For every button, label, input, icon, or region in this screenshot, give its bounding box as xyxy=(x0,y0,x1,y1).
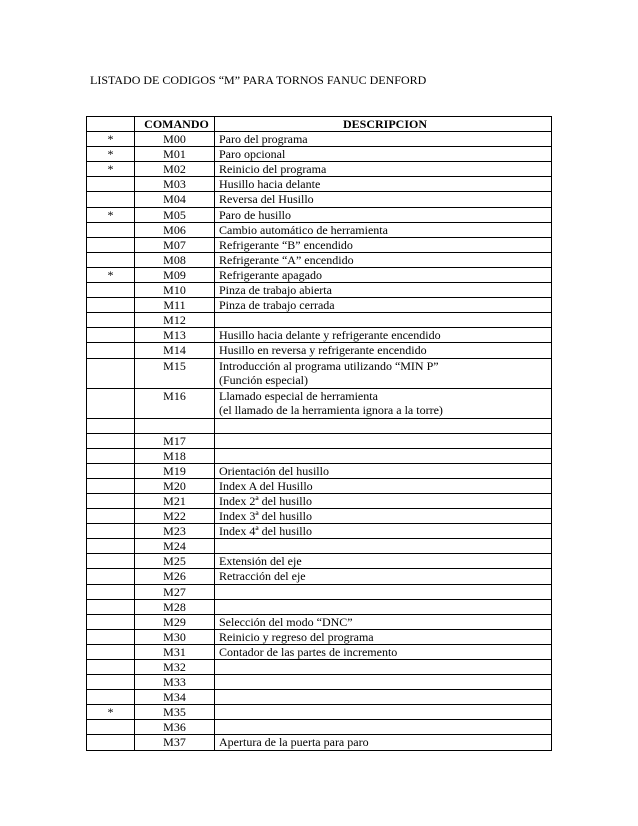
row-marker: * xyxy=(87,267,135,282)
row-marker xyxy=(87,735,135,750)
table-row xyxy=(87,539,552,554)
row-command: M03 xyxy=(135,177,215,192)
row-command: M07 xyxy=(135,237,215,252)
row-command: M10 xyxy=(135,283,215,298)
row-marker xyxy=(87,720,135,735)
row-marker xyxy=(87,539,135,554)
row-description-line: Introducción al programa utilizando “MIN P” xyxy=(219,358,439,373)
row-marker xyxy=(87,448,135,463)
row-command: M06 xyxy=(135,222,215,237)
table-row xyxy=(87,614,552,629)
row-description-line: Llamado especial de herramienta xyxy=(219,388,378,403)
row-marker xyxy=(87,388,135,418)
row-marker: * xyxy=(87,207,135,222)
row-description xyxy=(215,478,552,493)
row-description xyxy=(215,222,552,237)
row-description xyxy=(215,283,552,298)
row-command xyxy=(135,418,215,433)
table-row xyxy=(87,252,552,267)
row-command: M25 xyxy=(135,554,215,569)
table-body xyxy=(87,132,552,750)
row-command: M30 xyxy=(135,629,215,644)
row-marker xyxy=(87,644,135,659)
table-row xyxy=(87,147,552,162)
row-marker xyxy=(87,690,135,705)
row-description-line: Paro de husillo xyxy=(219,207,291,222)
table-row xyxy=(87,313,552,328)
table-row xyxy=(87,660,552,675)
row-description xyxy=(215,237,552,252)
row-description-line: Refrigerante “B” encendido xyxy=(219,237,353,252)
table-row xyxy=(87,448,552,463)
row-description xyxy=(215,584,552,599)
row-description xyxy=(215,192,552,207)
row-marker xyxy=(87,524,135,539)
row-command: M34 xyxy=(135,690,215,705)
m-codes-table xyxy=(86,116,552,751)
row-description xyxy=(215,705,552,720)
row-description xyxy=(215,554,552,569)
row-command: M27 xyxy=(135,584,215,599)
row-command: M24 xyxy=(135,539,215,554)
row-command: M35 xyxy=(135,705,215,720)
row-description xyxy=(215,388,552,418)
row-command: M37 xyxy=(135,735,215,750)
row-description-line: Refrigerante “A” encendido xyxy=(219,252,354,267)
row-marker xyxy=(87,343,135,358)
row-description-line: Index 2ª del husillo xyxy=(219,493,312,508)
row-description xyxy=(215,509,552,524)
row-marker xyxy=(87,252,135,267)
row-marker xyxy=(87,463,135,478)
row-description-line: Husillo hacia delante xyxy=(219,177,321,192)
row-description-line: Selección del modo “DNC” xyxy=(219,614,353,629)
row-description-line: Cambio automático de herramienta xyxy=(219,222,388,237)
row-description xyxy=(215,675,552,690)
row-command: M31 xyxy=(135,644,215,659)
row-command: M18 xyxy=(135,448,215,463)
table-row xyxy=(87,267,552,282)
row-description-line: Reversa del Husillo xyxy=(219,192,314,207)
table-row xyxy=(87,192,552,207)
row-command: M11 xyxy=(135,298,215,313)
row-description-line: Index 4ª del husillo xyxy=(219,524,312,539)
row-command: M20 xyxy=(135,478,215,493)
row-description xyxy=(215,735,552,750)
table-row xyxy=(87,675,552,690)
row-description xyxy=(215,343,552,358)
table-row xyxy=(87,554,552,569)
row-command: M15 xyxy=(135,358,215,388)
table-row xyxy=(87,433,552,448)
row-marker xyxy=(87,599,135,614)
row-description-line: Paro del programa xyxy=(219,132,308,147)
row-description xyxy=(215,267,552,282)
row-description-line: Husillo en reversa y refrigerante encendido xyxy=(219,343,427,358)
row-command: M19 xyxy=(135,463,215,478)
row-description xyxy=(215,418,552,433)
table-row xyxy=(87,222,552,237)
row-description xyxy=(215,177,552,192)
row-description-line: Retracción del eje xyxy=(219,569,306,584)
row-marker xyxy=(87,237,135,252)
row-command: M21 xyxy=(135,493,215,508)
table-row xyxy=(87,569,552,584)
row-marker xyxy=(87,569,135,584)
row-marker xyxy=(87,328,135,343)
table-row xyxy=(87,132,552,147)
row-command: M08 xyxy=(135,252,215,267)
table-row xyxy=(87,478,552,493)
row-command: M01 xyxy=(135,147,215,162)
row-description xyxy=(215,599,552,614)
row-marker: * xyxy=(87,162,135,177)
row-command: M13 xyxy=(135,328,215,343)
row-marker xyxy=(87,283,135,298)
table-row xyxy=(87,162,552,177)
row-description-line: Index A del Husillo xyxy=(219,478,313,493)
row-description xyxy=(215,162,552,177)
table-row xyxy=(87,629,552,644)
row-description xyxy=(215,463,552,478)
row-description-line: Contador de las partes de incremento xyxy=(219,644,398,659)
row-description-line: Orientación del husillo xyxy=(219,463,329,478)
table-row xyxy=(87,283,552,298)
row-marker xyxy=(87,675,135,690)
row-marker xyxy=(87,509,135,524)
table-row xyxy=(87,328,552,343)
row-command: M02 xyxy=(135,162,215,177)
table-row xyxy=(87,644,552,659)
table-row xyxy=(87,418,552,433)
table-row xyxy=(87,237,552,252)
row-description-line: Reinicio y regreso del programa xyxy=(219,629,374,644)
row-description-line: Extensión del eje xyxy=(219,554,302,569)
row-description xyxy=(215,433,552,448)
row-description xyxy=(215,328,552,343)
table-row xyxy=(87,509,552,524)
row-description-line: Refrigerante apagado xyxy=(219,267,322,282)
row-command: M29 xyxy=(135,614,215,629)
row-marker: * xyxy=(87,147,135,162)
row-marker xyxy=(87,614,135,629)
table-row xyxy=(87,599,552,614)
row-description-line2: (el llamado de la herramienta ignora a la torre) xyxy=(219,402,443,417)
header-marker xyxy=(87,117,135,132)
header-description: DESCRIPCION xyxy=(215,117,552,132)
row-description xyxy=(215,147,552,162)
row-description xyxy=(215,690,552,705)
row-marker xyxy=(87,177,135,192)
row-marker xyxy=(87,584,135,599)
row-description-line: Husillo hacia delante y refrigerante encendido xyxy=(219,328,441,343)
row-command: M12 xyxy=(135,313,215,328)
row-description xyxy=(215,252,552,267)
row-description xyxy=(215,569,552,584)
row-marker xyxy=(87,493,135,508)
row-marker xyxy=(87,433,135,448)
row-description-line: Index 3ª del husillo xyxy=(219,509,312,524)
row-marker xyxy=(87,554,135,569)
row-description xyxy=(215,207,552,222)
row-description xyxy=(215,614,552,629)
row-marker xyxy=(87,313,135,328)
table-row xyxy=(87,705,552,720)
row-description xyxy=(215,448,552,463)
row-marker xyxy=(87,660,135,675)
table-row xyxy=(87,343,552,358)
row-description xyxy=(215,298,552,313)
table-row xyxy=(87,463,552,478)
row-marker: * xyxy=(87,132,135,147)
row-marker xyxy=(87,629,135,644)
row-command: M00 xyxy=(135,132,215,147)
row-command: M17 xyxy=(135,433,215,448)
table-header-row xyxy=(87,117,552,132)
row-description xyxy=(215,358,552,388)
row-command: M09 xyxy=(135,267,215,282)
row-command: M04 xyxy=(135,192,215,207)
row-description-line: Pinza de trabajo cerrada xyxy=(219,298,335,313)
document-title: LISTADO DE CODIGOS “M” PARA TORNOS FANUC DENFORD xyxy=(90,73,427,87)
table-row xyxy=(87,584,552,599)
row-command: M05 xyxy=(135,207,215,222)
row-description xyxy=(215,629,552,644)
table-row xyxy=(87,207,552,222)
row-command: M28 xyxy=(135,599,215,614)
row-command: M23 xyxy=(135,524,215,539)
row-description xyxy=(215,493,552,508)
table-row xyxy=(87,298,552,313)
row-command: M26 xyxy=(135,569,215,584)
table-row xyxy=(87,493,552,508)
row-description xyxy=(215,313,552,328)
row-marker: * xyxy=(87,705,135,720)
row-command: M36 xyxy=(135,720,215,735)
row-description xyxy=(215,132,552,147)
row-marker xyxy=(87,192,135,207)
row-command: M14 xyxy=(135,343,215,358)
row-marker xyxy=(87,418,135,433)
row-command: M32 xyxy=(135,660,215,675)
row-marker xyxy=(87,358,135,388)
row-description-line2: (Función especial) xyxy=(219,372,308,387)
row-description xyxy=(215,644,552,659)
table-row xyxy=(87,690,552,705)
table-row xyxy=(87,735,552,750)
row-description-line: Reinicio del programa xyxy=(219,162,327,177)
row-marker xyxy=(87,298,135,313)
table-row xyxy=(87,524,552,539)
row-command: M16 xyxy=(135,388,215,418)
row-description xyxy=(215,524,552,539)
row-description xyxy=(215,660,552,675)
row-description-line: Paro opcional xyxy=(219,147,286,162)
row-marker xyxy=(87,222,135,237)
row-description-line: Apertura de la puerta para paro xyxy=(219,735,369,750)
row-description xyxy=(215,720,552,735)
table-row xyxy=(87,720,552,735)
row-command: M22 xyxy=(135,509,215,524)
table-row xyxy=(87,388,552,418)
row-description-line: Pinza de trabajo abierta xyxy=(219,283,332,298)
row-marker xyxy=(87,478,135,493)
header-command: COMANDO xyxy=(135,117,215,132)
table-row xyxy=(87,177,552,192)
row-description xyxy=(215,539,552,554)
table-row xyxy=(87,358,552,388)
row-command: M33 xyxy=(135,675,215,690)
